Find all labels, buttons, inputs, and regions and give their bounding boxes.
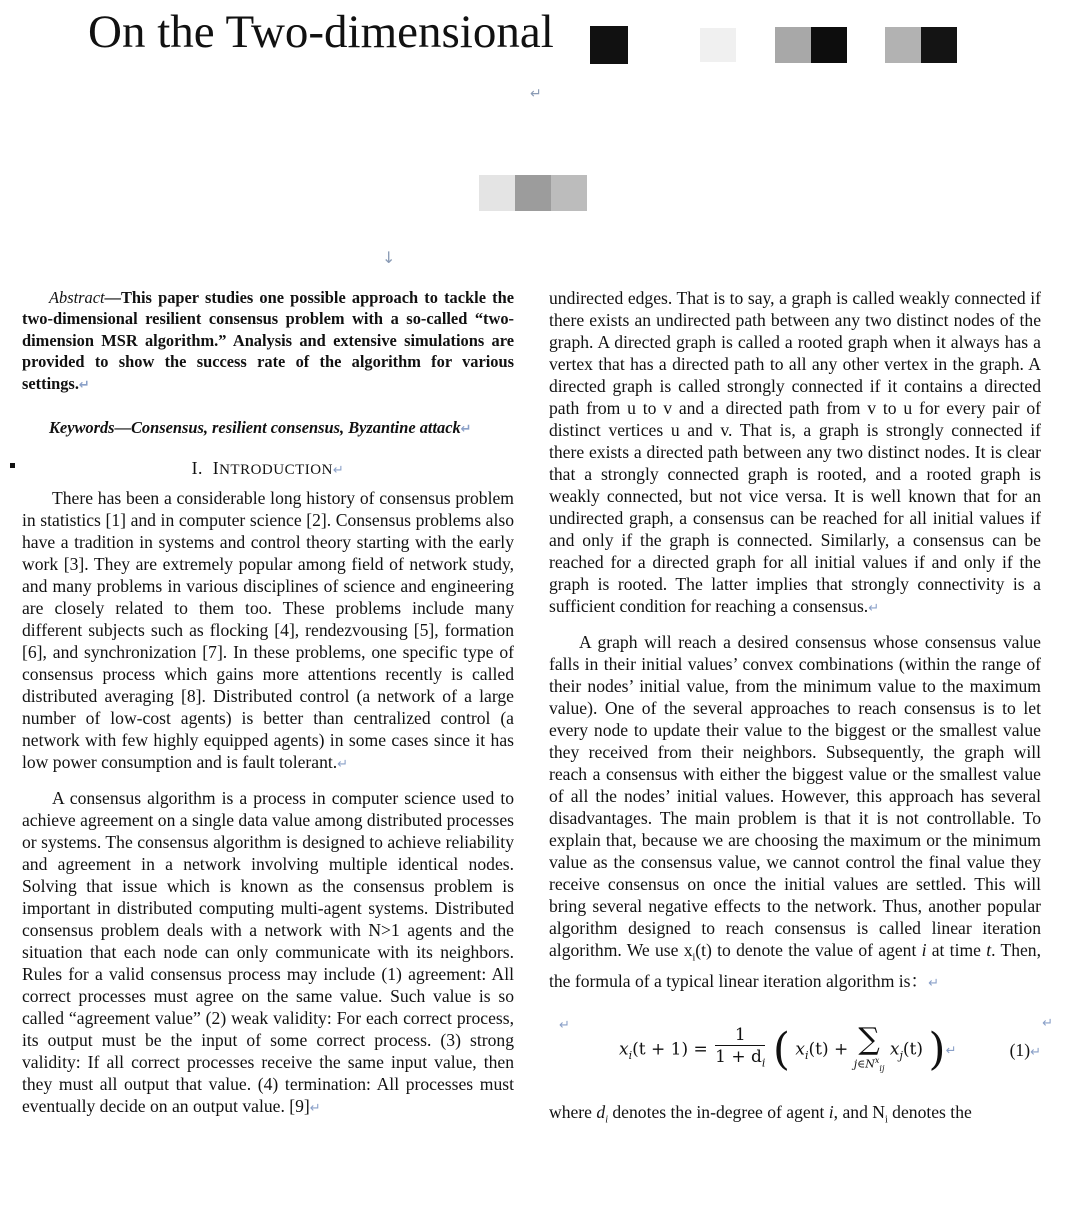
paragraph-text: (t) to denote the value of agent — [695, 940, 922, 960]
eq-term2: x — [889, 1038, 900, 1059]
paragraph-text: A graph will reach a desired consensus whose consensus value falls in their initial values’ convex combinations (within the range of their nodes’ initial value, from the minimum value to the maximum value). One of the several approaches to reach consensus is to let every node to update their value to the biggest or the smallest value they received from their neighbors. Subsequently, the graph will reach a consensus with either the biggest value or the smallest value of all the nodes’ initial values. However, this approach has several disadvantages. The main problem is that it is not controllable. To explain that, because we are choosing the maximum or the minimum value as the consensus value, we cannot control the final value they receive consensus on once the initial values are settled. This will bring several negative effects to the network. Thus, another popular algorithm designed to reach consensus is called linear iteration algorithm. We use x — [549, 632, 1041, 960]
left-column — [22, 287, 514, 1120]
keywords-label: Keywords — [49, 418, 115, 438]
return-mark: ↵ — [868, 601, 880, 616]
last-line-c: , and N — [833, 1101, 885, 1122]
return-mark: ↵ — [332, 463, 345, 479]
redacted-block — [515, 175, 551, 211]
return-mark: ↵ — [945, 1042, 957, 1058]
subscript: i — [692, 952, 696, 964]
eq-fraction — [715, 1025, 765, 1074]
paragraph — [549, 1101, 1041, 1132]
return-mark: ↵ — [928, 975, 940, 991]
abstract-label: Abstract — [49, 288, 105, 307]
section-numeral: I. — [191, 458, 203, 479]
eq-sum — [853, 1021, 885, 1075]
return-mark: ↵ — [559, 1017, 570, 1033]
keywords-dash: — — [114, 418, 131, 438]
section-title-rest: NTRODUCTION — [219, 462, 333, 479]
eq-term1-sub: i — [805, 1048, 809, 1062]
paragraph-text: A consensus algorithm is a process in computer science used to achieve agreement on a single data value among distributed processes or systems. The consensus algorithm is designed to achieve reliability and agreement in a network involving multiple identical nodes. Solving that issue which is known as the consensus problem is important in distributed computing multi-agent systems. Distributed consensus problem deals with a network with N>1 agents and the situation that each node can only communicate with its neighbors. Rules for a valid consensus process may include (1) agreement: All correct processes must agree on the same value. Such value is so called “agreement value” (2) weak validity: For each correct process, its output must be the input of some correct process. (3) strong validity: If all correct processes receive the same input value, then they must all output that value. (4) termination: All processes must eventually decide on an output value. [9] — [22, 788, 514, 1117]
eq-denominator — [715, 1046, 765, 1074]
eq-sigma: ∑ — [858, 1021, 880, 1057]
eq-lhs-sub: i — [628, 1048, 633, 1062]
return-mark: ↵ — [1030, 1044, 1041, 1060]
eq-sum-sub — [854, 1055, 885, 1075]
eq-term2-sub: j — [899, 1048, 903, 1062]
eq-term2-arg: (t) — [902, 1038, 923, 1059]
paragraph — [22, 787, 514, 1120]
eq-den-text: 1 + d — [715, 1046, 762, 1067]
time-symbol: t — [986, 940, 992, 960]
eq-sum-subsub: ij — [879, 1063, 885, 1073]
eq-term1: x — [795, 1038, 806, 1059]
paragraph-text: . Then, the formula of a typical linear iteration algorithm is： — [549, 940, 1041, 991]
eq-numerator: 1 — [715, 1025, 765, 1046]
last-line-d-sub: i — [605, 1114, 608, 1126]
paragraph — [549, 631, 1041, 995]
eq-lhs-arg: (t + 1) = — [632, 1038, 708, 1059]
return-mark: ↵ — [337, 757, 349, 773]
return-mark: ↵ — [1042, 1015, 1053, 1031]
agent-symbol: i — [921, 940, 927, 960]
last-line-e: denotes the — [887, 1101, 972, 1122]
redacted-block — [590, 26, 628, 64]
paragraph-text: at time — [926, 940, 987, 960]
eq-den-sub: i — [761, 1056, 766, 1070]
eq-paren-open: ( — [772, 1023, 791, 1075]
last-line-n-sub: i — [884, 1114, 888, 1126]
eq-sum-sub-text: j∈N — [853, 1057, 875, 1071]
last-line-d: d — [596, 1101, 606, 1122]
return-mark: ↵ — [460, 422, 472, 438]
right-column — [549, 287, 1053, 1131]
redacted-block — [775, 27, 811, 63]
redacted-block — [885, 27, 921, 63]
paragraph-text: There has been a considerable long history of consensus problem in statistics [1] and in computer science [2]. Consensus problems also have a tradition in systems and control theory starting with the early work [3]. They are extremely popular among field of network study, and many problems in various disciplines of science and engineering are closely related to them too. These problems include many different subjects such as flocking [4], rendezvousing [5], formation [6], and synchronization [7]. In these problems, one specific type of consensus process which gains more attentions recently is called distributed averaging [8]. Distributed control (a network of a large number of low-cost agents) is better than centralized control (a network with few highly equipped agents) in some cases since it has low power consumption and is fault tolerant. — [22, 488, 514, 773]
equation-number — [1010, 1039, 1041, 1064]
last-line-i: i — [828, 1101, 834, 1122]
eq-paren-close: ) — [928, 1023, 946, 1075]
last-line-b: denotes the in-degree of agent — [607, 1101, 829, 1122]
return-mark: ↵ — [78, 377, 90, 393]
eq-term1-arg: (t) + — [808, 1038, 849, 1059]
paragraph-text: undirected edges. That is to say, a graph is called weakly connected if there exists an undirected path between any two distinct nodes of the graph. A directed graph is called a rooted graph when it always has a vertex that has a directed path to all any other vertex in the graph. A directed graph is called strongly connected if it contains a directed path from u to v and a directed path from v to u for every pair of distinct vertices u and v. That is, a graph is strongly connected if there exists a directed path between any two distinct nodes. It is clear that a strongly connected graph is rooted, and a rooted graph is weakly connected, but not vice versa. It is well known that for an undirected graph, a consensus can be reached for all initial values if and only if the graph is connected. Similarly, a consensus can be reached for a directed graph for all initial values if and only if the graph is rooted. The latter implies that strongly connectivity is a sufficient condition for reaching a consensus. — [549, 288, 1041, 616]
return-mark: ↵ — [309, 1101, 321, 1117]
abstract-text: This paper studies one possible approach to tackle the two-dimensional resilient consensus problem with a so-called “two-dimension MSR algorithm.” Analysis and extensive simulations are provided to show the success rate of the algorithm for various settings. — [22, 288, 514, 393]
keywords — [22, 417, 514, 440]
paper-title: On the Two-dimensional — [88, 6, 554, 58]
section-first-letter: I — [212, 458, 220, 479]
abstract — [22, 287, 514, 396]
redacted-block — [700, 28, 736, 62]
redacted-block — [811, 27, 847, 63]
equation-number-text: (1) — [1009, 1039, 1031, 1060]
list-bullet — [10, 463, 15, 468]
paragraph — [22, 487, 514, 776]
equation — [619, 1021, 957, 1075]
eq-lhs: x — [619, 1038, 629, 1059]
last-line-a: where — [549, 1101, 597, 1122]
keywords-text: Consensus, resilient consensus, Byzantine attack — [130, 418, 461, 438]
return-mark: ↵ — [530, 86, 542, 102]
equation-block — [549, 1015, 1053, 1087]
eq-sum-sup: x — [874, 1055, 880, 1065]
down-arrow-mark: ↓ — [382, 248, 396, 267]
redacted-block — [921, 27, 957, 63]
redacted-block — [551, 175, 587, 211]
paragraph — [549, 287, 1041, 620]
section-heading — [22, 457, 514, 482]
abstract-dash: — — [104, 288, 121, 307]
redacted-block — [479, 175, 515, 211]
